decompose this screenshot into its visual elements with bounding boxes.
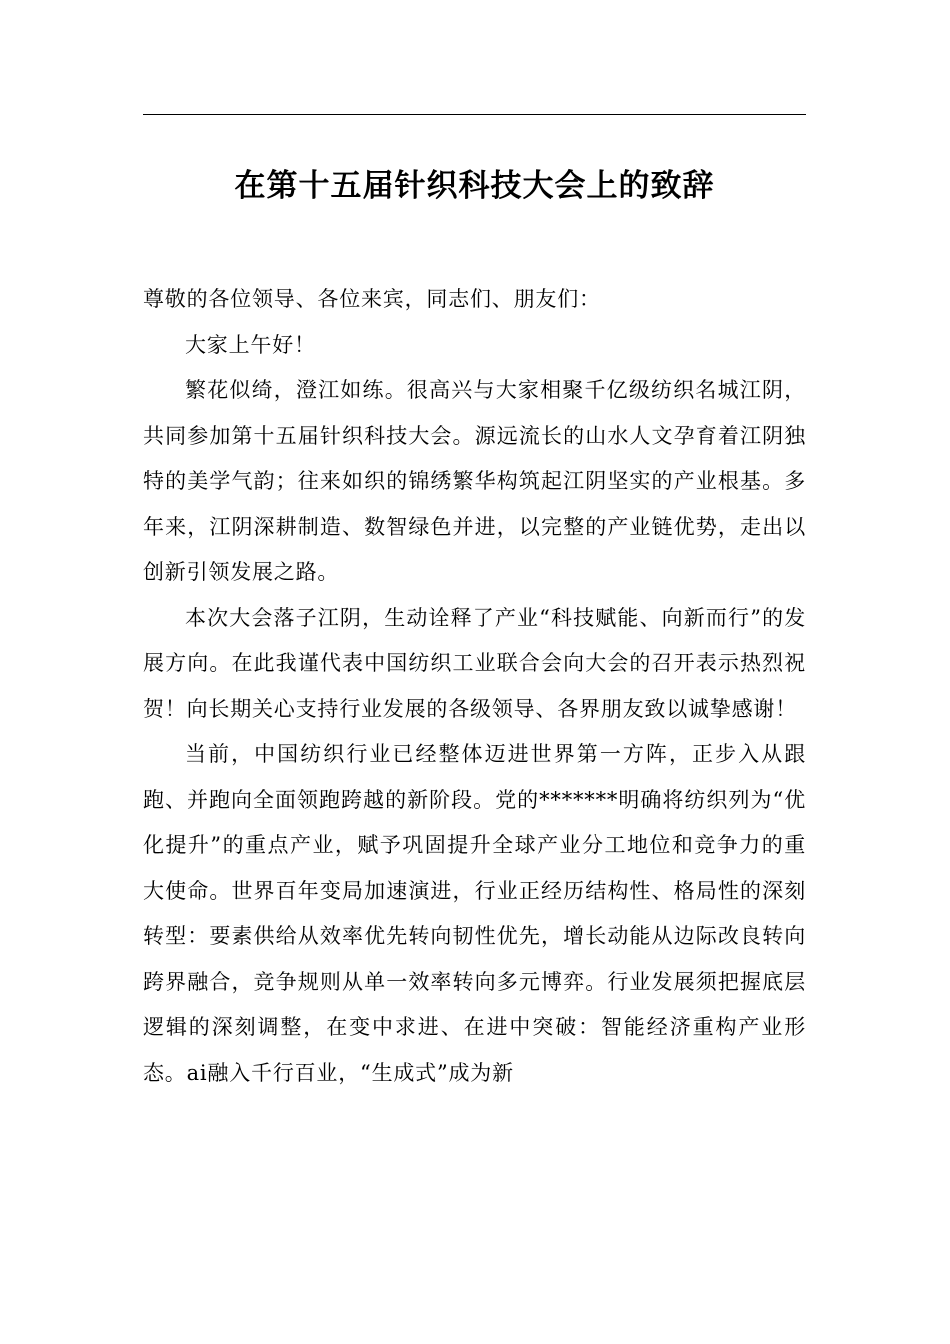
document-body: [143, 277, 806, 1096]
paragraph-industry-outlook: 当前，中国纺织行业已经整体迈进世界第一方阵，正步入从跟跑、并跑向全面领跑跨越的新阶段。党的*******明确将纺织列为“优化提升”的重点产业，赋予巩固提升全球产业分工地位和竞争力的重大使命。世界百年变局加速演进，行业正经历结构性、格局性的深刻转型：要素供给从效率优先转向韧性优先，增长动能从边际改良转向跨界融合，竞争规则从单一效率转向多元博弈。行业发展须把握底层逻辑的深刻调整，在变中求进、在进中突破：智能经济重构产业形态。ai融入千行百业，“生成式”成为新: [143, 742, 806, 1085]
salutation: 尊敬的各位领导、各位来宾，同志们、朋友们：: [143, 287, 601, 311]
paragraph-greeting: 大家上午好！: [185, 332, 316, 357]
paragraph-jiangyin: 繁花似绮，澄江如练。很高兴与大家相聚千亿级纺织名城江阴，共同参加第十五届针织科技大会。源远流长的山水人文孕育着江阴独特的美学气韵；往来如织的锦绣繁华构筑起江阴坚实的产业根基。多年来，江阴深耕制造、数智绿色并进，以完整的产业链优势，走出以创新引领发展之路。: [143, 378, 806, 584]
document-title: 在第十五届针织科技大会上的致辞: [234, 168, 715, 204]
header-rule: [143, 114, 806, 115]
paragraph-congratulations: 本次大会落子江阴，生动诠释了产业“科技赋能、向新而行”的发展方向。在此我谨代表中国纺织工业联合会向大会的召开表示热烈祝贺！向长期关心支持行业发展的各级领导、各界朋友致以诚挚感谢！: [143, 605, 806, 721]
